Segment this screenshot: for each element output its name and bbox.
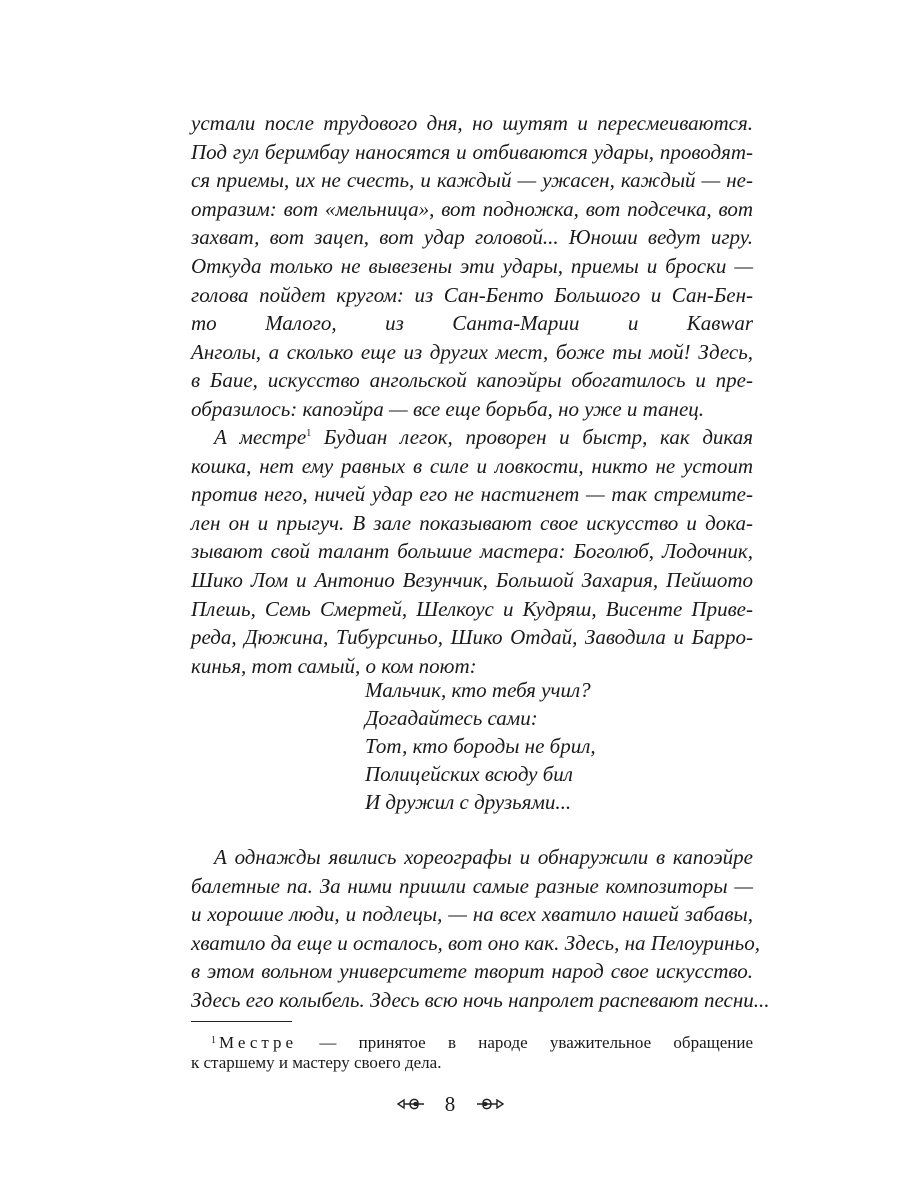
verse-line: Полицейских всюду бил	[365, 762, 573, 786]
text-line: ся приемы, их не счесть, и каждый — ужасен, каждый — не-	[191, 168, 753, 193]
lead-text: А местре	[214, 425, 307, 449]
line-text: Будиан легок, проворен и быстр, как дикая	[323, 425, 753, 449]
text-line: против него, ничей удар его не настигнет — так стремите-	[191, 482, 753, 507]
text-line	[214, 423, 753, 452]
text-line: зывают свой талант большие мастера: Боголюб, Лодочник,	[191, 539, 753, 564]
footnote-mark: 1	[211, 1035, 216, 1046]
text-line: отразим: вот «мельница», вот подножка, вот подсечка, вот	[191, 196, 753, 221]
page-number: 8	[444, 1091, 456, 1116]
text-line: устали после трудового дня, но шутят и пересмеиваются.	[191, 111, 753, 135]
verse-line: Тот, кто бороды не брил,	[365, 734, 596, 758]
text-line: Откуда только не вывезены эти удары, приемы и броски —	[191, 254, 753, 278]
text-line: то Малого, из Санта-Марии и Кавwar	[191, 311, 753, 336]
verse-line: И дружил с друзьями...	[365, 790, 572, 814]
verse-line: Догадайтесь сами:	[365, 706, 538, 730]
ornament-right-icon	[475, 1094, 505, 1114]
text-line: Под гул беримбау наносятся и отбиваются удары, проводят-	[191, 139, 753, 164]
text-line: Анголы, а сколько еще из других мест, боже ты мой! Здесь,	[191, 339, 753, 364]
text-line: реда, Дюжина, Тибурсиньо, Шико Отдай, Заводила и Барро-	[191, 625, 753, 650]
text-line: балетные па. За ними пришли самые разные композиторы —	[191, 873, 753, 898]
text-line: Плешь, Семь Смертей, Шелкоус и Кудряш, Висенте Приве-	[191, 596, 753, 621]
page-number-area	[0, 1090, 900, 1117]
text-line: А однажды явились хореографы и обнаружили в капоэйре	[214, 845, 753, 869]
verse-line: Мальчик, кто тебя учил?	[365, 678, 591, 702]
footnote-term: Местре	[219, 1033, 298, 1052]
text-line: и хорошие люди, и подлецы, — на всех хватило нашей забавы,	[191, 902, 753, 927]
text-line: в этом вольном университете творит народ свое искусство.	[191, 959, 753, 984]
footnote-ref: 1	[306, 428, 312, 439]
text-line: хватило да еще и осталось, вот оно как. Здесь, на Пелоуриньо,	[191, 930, 760, 955]
text-line: кошка, нет ему равных в силе и ловкости, никто не устоит	[191, 453, 753, 478]
text-line: Шико Лом и Антонио Везунчик, Большой Захария, Пейшото	[191, 568, 753, 592]
text-line: в Баие, искусство ангольской капоэйры обогатилось и пре-	[191, 368, 753, 393]
text-line: образилось: капоэйра — все еще борьба, но уже и танец.	[191, 397, 705, 421]
text-line: захват, вот зацеп, вот удар головой... Юноши ведут игру.	[191, 225, 753, 250]
ornament-left-icon	[396, 1094, 426, 1114]
text-line: кинья, тот самый, о ком поют:	[191, 653, 477, 678]
text-line: Здесь его колыбель. Здесь всю ночь напролет распевают песни...	[191, 988, 770, 1012]
footnote-rule	[191, 1021, 292, 1022]
footnote-text: — принятое в народе уважительное обращение	[319, 1033, 753, 1052]
text-line: лен он и прыгуч. В зале показывают свое искусство и дока-	[191, 510, 753, 535]
text-line: голова пойдет кругом: из Сан-Бенто Большого и Сан-Бен-	[191, 282, 753, 307]
footnote-line-2: к старшему и мастеру своего дела.	[191, 1053, 442, 1072]
footnote-line-1	[191, 1033, 753, 1053]
